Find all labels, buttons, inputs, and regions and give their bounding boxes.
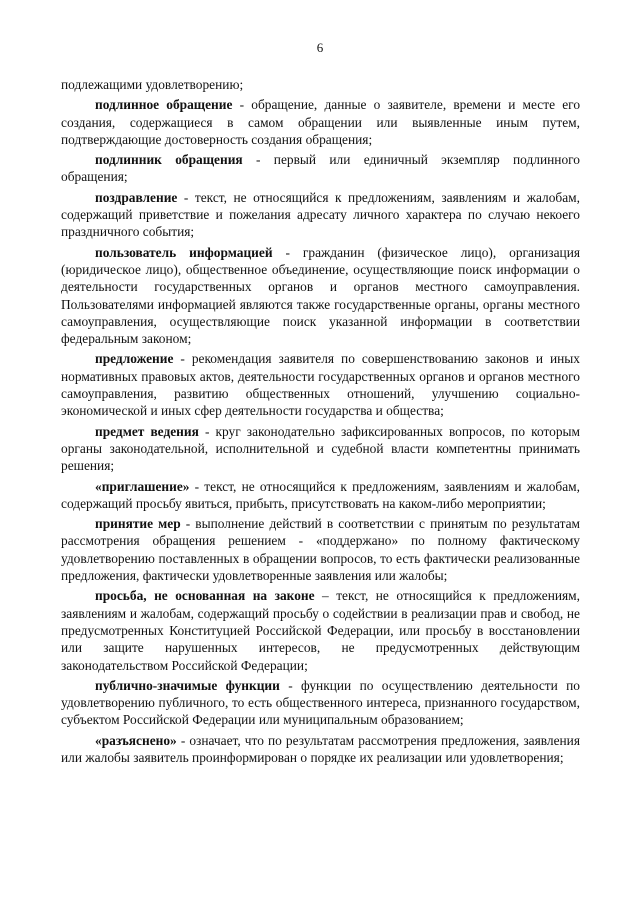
- definition-text: текст, не относящийся к предложениям, заявлениям и жалобам, содержащий просьбу явиться, прибыть, присутствовать на каком-либо мероприятии;: [61, 478, 580, 511]
- definition-separator: -: [242, 152, 274, 168]
- definition-entry: [61, 423, 580, 475]
- definition-separator: -: [173, 351, 192, 367]
- definition-text: круг законодательно зафиксированных вопросов, по которым органы законодательной, исполнительной и судебной власти компетентны принимать решения;: [61, 423, 581, 474]
- continuation-text: подлежащими удовлетворению;: [61, 77, 244, 92]
- definition-term: публично-значимые функции: [95, 677, 280, 693]
- definition-separator: –: [314, 588, 337, 604]
- definition-entry: [61, 732, 580, 767]
- definition-separator: -: [279, 677, 302, 693]
- definition-term: предмет ведения: [95, 423, 199, 439]
- definition-term: подлинное обращение: [95, 97, 233, 113]
- definition-separator: -: [180, 516, 196, 532]
- definition-text: функции по осуществлению деятельности по удовлетворению публичного, то есть общественного интереса, признанного государством, субъектом Российской Федерации или муниципальным образованием;: [61, 677, 580, 728]
- definition-entry: [61, 515, 580, 584]
- definition-text: первый или единичный экземпляр подлинного обращения;: [61, 152, 581, 185]
- definition-text: обращение, данные о заявителе, времени и месте его создания, содержащиеся в самом обращении или выявленные иным путем, подтверждающие достоверность создания обращения;: [61, 97, 581, 147]
- definition-term: пользователь информацией: [95, 244, 273, 260]
- definition-text: текст, не относящийся к предложениям, заявлениям и жалобам, содержащий просьбу о содействии в реализации прав и свобод, не предусмотренных Конституцией Российской Федерации, или просьбу в восстановлении или защите нарушенных интересов, не предусмотренных действующим законодательством Российской Федерации;: [61, 588, 581, 673]
- definition-term: подлинник обращения: [95, 152, 243, 168]
- definition-term: «разъяснено»: [95, 732, 177, 748]
- definition-separator: -: [232, 97, 252, 113]
- definition-separator: -: [177, 189, 195, 205]
- definition-term: поздравление: [95, 189, 178, 205]
- definition-text: выполнение действий в соответствии с принятым по результатам рассмотрения обращения решением - «поддержано» по полному фактическому удовлетворению поставленных в обращении вопросов, то есть фактически реализованные предложения, фактически удовлетворенные заявления или жалобы;: [61, 516, 580, 584]
- page-number: 6: [316, 40, 324, 55]
- definition-term: «приглашение»: [95, 478, 190, 494]
- definition-entry: [61, 677, 580, 729]
- definition-entry: [61, 587, 580, 673]
- definition-text: означает, что по результатам рассмотрения предложения, заявления или жалобы заявитель проинформирован о порядке их реализации или удовлетворения;: [61, 732, 581, 765]
- definition-entry: [61, 478, 580, 513]
- definition-entry: [61, 350, 580, 419]
- document-body: [61, 76, 580, 766]
- definition-separator: -: [272, 244, 303, 260]
- definition-separator: -: [198, 423, 216, 439]
- definition-separator: -: [189, 478, 205, 494]
- definition-entry: [61, 96, 580, 148]
- definition-text: текст, не относящийся к предложениям, заявлениям и жалобам, содержащий приветствие и пожелания адресату личного характера по случаю некоего праздничного события;: [61, 189, 580, 240]
- definition-text: рекомендация заявителя по совершенствованию законов и иных нормативных правовых актов, деятельности государственных органов и органов местного самоуправления, развитию общественных отношений, улучшению социально-экономической и иных сфер деятельности государства и общества;: [61, 351, 580, 419]
- definition-term: просьба, не основанная на законе: [95, 588, 315, 604]
- definition-entry: [61, 151, 580, 186]
- definition-term: предложение: [95, 351, 174, 367]
- definition-separator: -: [176, 732, 190, 748]
- definition-term: принятие мер: [95, 516, 181, 532]
- definition-text: гражданин (физическое лицо), организация (юридическое лицо), общественное объединение, осуществляющие поиск информации о деятельности государственных органов и органов местного самоуправления. Пользователями информацией являются также государственные органы, органы местного самоуправления, осуществляющие поиск указанной информации в соответствии федеральным законом;: [61, 244, 581, 347]
- definition-entry: [61, 244, 580, 348]
- definition-entry: [61, 189, 580, 241]
